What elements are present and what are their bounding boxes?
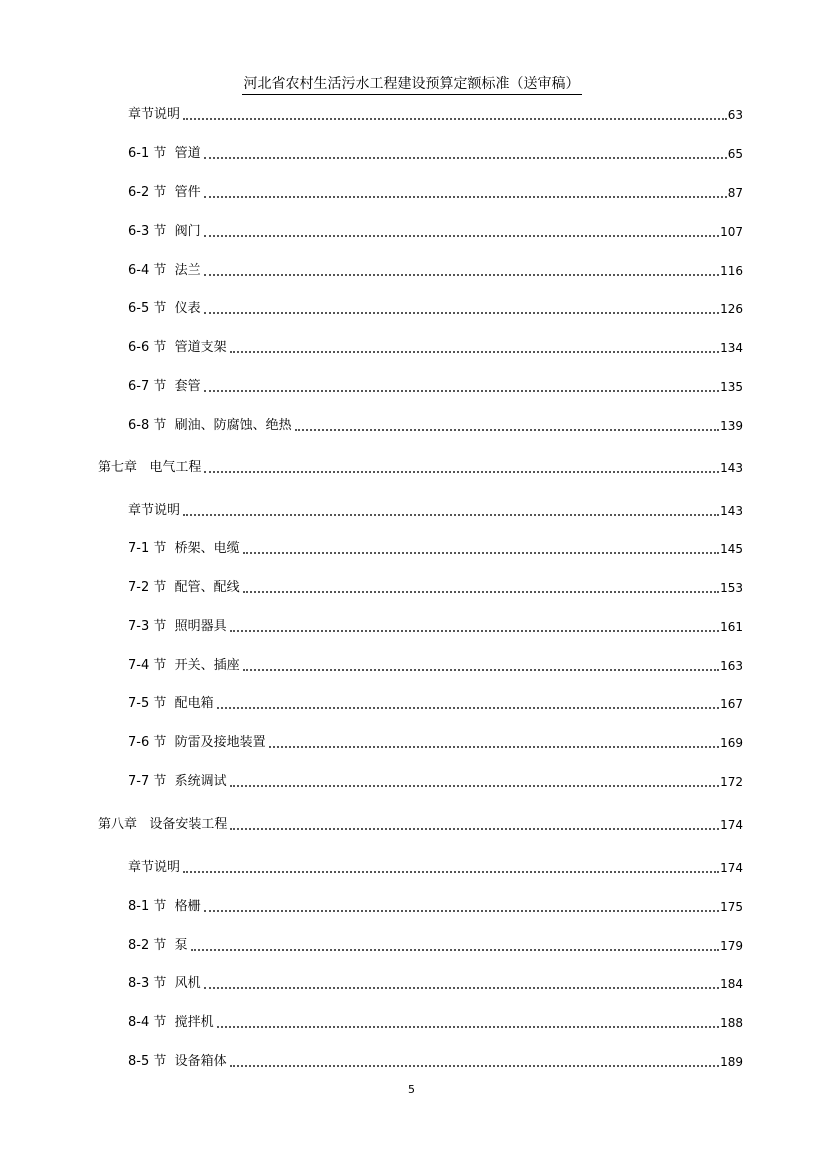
toc-entry-page: 65 [727,147,743,161]
dot-leader [230,785,719,787]
toc-entry-label: 6-4 节 法兰 [128,263,201,278]
toc-entry-label: 7-1 节 桥架、电缆 [128,541,240,556]
document-header [0,73,823,93]
toc-entry-page: 172 [720,775,743,789]
toc-entry-page: 188 [720,1016,743,1030]
toc-section-entry[interactable] [128,657,743,675]
dot-leader [204,390,719,392]
toc-entry-page: 87 [727,186,743,200]
toc-entry-page: 139 [720,419,743,433]
dot-leader [204,312,719,314]
toc-entry-label: 章节说明 [128,107,181,122]
toc-entry-page: 174 [720,861,743,875]
dot-leader [295,429,719,431]
toc-entry-label: 7-7 节 系统调试 [128,774,227,789]
toc-entry-page: 116 [720,264,743,278]
dot-leader [204,235,719,237]
toc-section-entry[interactable] [128,975,743,993]
toc-entry-page: 145 [720,542,743,556]
toc-section-entry[interactable] [128,695,743,713]
toc-entry-page: 143 [720,504,743,518]
page-number: 5 [408,1083,415,1096]
toc-section-entry[interactable] [128,262,743,280]
toc-entry-label: 章节说明 [128,860,181,875]
toc-entry-label: 6-1 节 管道 [128,146,201,161]
toc-chapter-entry[interactable] [98,816,743,834]
toc-entry-label: 7-4 节 开关、插座 [128,658,240,673]
dot-leader [204,987,719,989]
toc-section-entry[interactable] [128,417,743,435]
toc-section-entry[interactable] [128,378,743,396]
toc-entry-page: 126 [720,302,743,316]
dot-leader [217,707,719,709]
toc-section-entry[interactable] [128,502,743,520]
toc-section-entry[interactable] [128,145,743,163]
dot-leader [230,351,719,353]
toc-section-entry[interactable] [128,773,743,791]
dot-leader [204,910,719,912]
toc-entry-label: 6-8 节 刷油、防腐蚀、绝热 [128,418,292,433]
toc-entry-page: 107 [720,225,743,239]
dot-leader [230,828,719,830]
toc-entry-page: 184 [720,977,743,991]
toc-entry-page: 163 [720,659,743,673]
toc-entry-label: 8-2 节 泵 [128,938,188,953]
toc-entry-label: 第八章 设备安装工程 [98,817,228,832]
dot-leader [204,157,727,159]
toc-entry-label: 7-2 节 配管、配线 [128,580,240,595]
toc-section-entry[interactable] [128,859,743,877]
toc-entry-label: 8-1 节 格栅 [128,899,201,914]
toc-entry-page: 143 [720,461,743,475]
toc-entry-page: 167 [720,697,743,711]
dot-leader [191,949,719,951]
dot-leader [243,669,719,671]
toc-section-entry[interactable] [128,898,743,916]
toc-entry-page: 161 [720,620,743,634]
toc-section-entry[interactable] [128,300,743,318]
toc-entry-label: 7-3 节 照明器具 [128,619,227,634]
dot-leader [204,471,719,473]
toc-entry-label: 8-4 节 搅拌机 [128,1015,214,1030]
toc-entry-label: 8-3 节 风机 [128,976,201,991]
toc-entry-page: 169 [720,736,743,750]
toc-entry-page: 175 [720,900,743,914]
toc-chapter-entry[interactable] [98,459,743,477]
toc-section-entry[interactable] [128,937,743,955]
toc-entry-page: 135 [720,380,743,394]
dot-leader [269,746,719,748]
toc-entry-page: 179 [720,939,743,953]
toc-section-entry[interactable] [128,579,743,597]
toc-entry-label: 6-5 节 仪表 [128,301,201,316]
dot-leader [230,630,719,632]
toc-entry-page: 174 [720,818,743,832]
dot-leader [183,871,719,873]
toc-section-entry[interactable] [128,184,743,202]
toc-entry-label: 7-5 节 配电箱 [128,696,214,711]
toc-section-entry[interactable] [128,1053,743,1071]
toc-entry-label: 6-6 节 管道支架 [128,340,227,355]
dot-leader [217,1026,719,1028]
toc-entry-label: 7-6 节 防雷及接地装置 [128,735,266,750]
dot-leader [230,1065,719,1067]
dot-leader [243,591,719,593]
toc-section-entry[interactable] [128,540,743,558]
dot-leader [204,274,719,276]
dot-leader [204,196,727,198]
toc-entry-page: 63 [727,108,743,122]
toc-entry-label: 8-5 节 设备箱体 [128,1054,227,1069]
dot-leader [183,118,727,120]
toc-entry-label: 6-7 节 套管 [128,379,201,394]
toc-entry-page: 134 [720,341,743,355]
dot-leader [243,552,719,554]
toc-entry-label: 章节说明 [128,503,181,518]
toc-entry-label: 6-3 节 阀门 [128,224,201,239]
toc-entry-label: 6-2 节 管件 [128,185,201,200]
toc-entry-page: 189 [720,1055,743,1069]
dot-leader [183,514,719,516]
toc-section-entry[interactable] [128,734,743,752]
toc-section-entry[interactable] [128,106,743,124]
header-title: 河北省农村生活污水工程建设预算定额标准（送审稿） [242,76,582,95]
toc-section-entry[interactable] [128,1014,743,1032]
toc-entry-page: 153 [720,581,743,595]
toc-section-entry[interactable] [128,223,743,241]
toc-entry-label: 第七章 电气工程 [98,460,202,475]
toc-section-entry[interactable] [128,618,743,636]
toc-section-entry[interactable] [128,339,743,357]
